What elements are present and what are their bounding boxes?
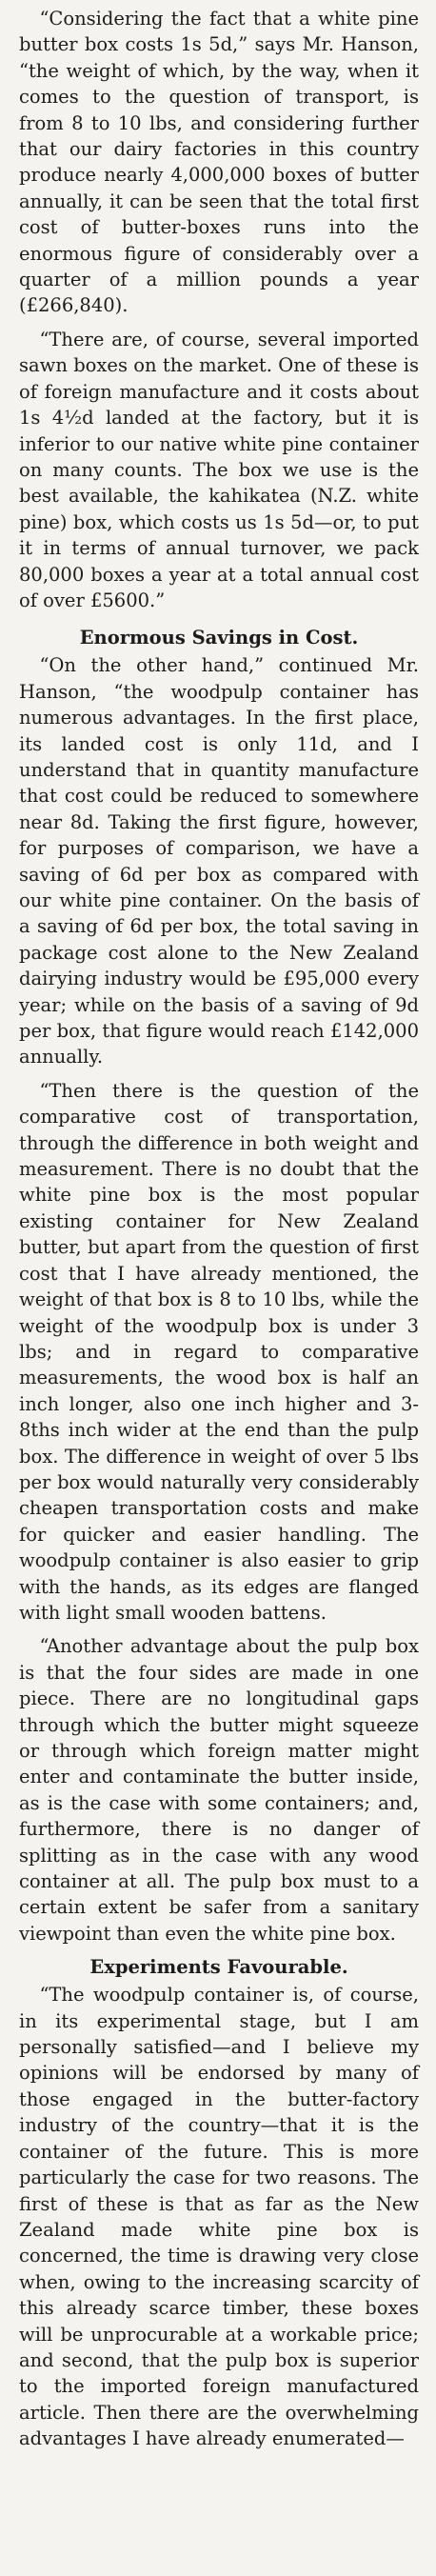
paragraph-one-piece: “Another advantage about the pulp box is that the four sides are made in one piece. There are no longitudinal gaps through which the butter might squeeze or through which foreign matter might enter and contaminate the butter inside, as is the case with some containers; and, furthermore, there is no danger of splitting as in the case with any wood container at all. The pulp box must to a certain extent be safer from a sanitary viewpoint than even the white pine box. — [19, 1635, 419, 1945]
paragraph-woodpulp-advantages: “On the other hand,” continued Mr. Hanson, “the woodpulp container has numerous advantages. In the first place, its landed cost is only 11d, and I understand that in quantity manufacture that cost could be reduced to somewhere near 8d. Taking the first figure, however, for purposes of comparison, we have a saving of 6d per box as compared with our white pine container. On the basis of a saving of 6d per box, the total saving in package cost alone to the New Zealand dairying industry would be £95,000 every year; while on the basis of a saving of 9d per box, that figure would reach £142,000 annually. — [19, 654, 419, 1068]
article-column — [19, 6, 419, 2460]
paragraph-imported-boxes: “There are, of course, several imported sawn boxes on the market. One of these is of foreign manufacture and it costs about 1s 4½d landed at the factory, but it is inferior to our native white pine container on many counts. The box we use is the best available, the kahikatea (N.Z. white pine) box, which costs us 1s 5d—or, to put it in terms of annual turnover, we pack 80,000 boxes a year at a total annual cost of over £5600.” — [19, 328, 419, 611]
paragraph-box-cost: “Considering the fact that a white pine butter box costs 1s 5d,” says Mr. Hanson, “the weight of which, by the way, when it comes to the question of transport, is from 8 to 10 lbs, and considering further that our dairy factories in this country produce nearly 4,000,000 boxes of butter annually, it can be seen that the total first cost of butter-boxes runs into the enormous figure of considerably over a quarter of a million pounds a year (£266,840). — [19, 8, 419, 317]
paragraph-transportation: “Then there is the question of the comparative cost of transportation, through the difference in both weight and measurement. There is no doubt that the white pine box is the most popular existing container for New Zealand butter, but apart from the question of first cost that I have already mentioned, the weight of that box is 8 to 10 lbs, while the weight of the woodpulp box is under 3 lbs; and in regard to comparative measurements, the wood box is half an inch longer, also one inch higher and 3-8ths inch wider at the end than the pulp box. The difference in weight of over 5 lbs per box would naturally very considerably cheapen transportation costs and make for quicker and easier handling. The woodpulp container is also easier to grip with the hands, as its edges are flanged with light small wooden battens. — [19, 1079, 419, 1624]
paragraph-container-of-future: “The woodpulp container is, of course, in its experimental stage, but I am personally satisfied—and I believe my opinions will be endorsed by many of those engaged in the butter-factory industry of the country—that it is the container of the future. This is more particularly the case for two reasons. The first of these is that as far as the New Zealand made white pine box is concerned, the time is drawing very close when, owing to the increasing scarcity of this already scarce timber, these boxes will be unprocurable at a workable price; and second, that the pulp box is superior to the imported foreign manufactured article. Then there are the overwhelming advantages I have already enumerated— — [19, 1984, 419, 2450]
heading-enormous-savings: Enormous Savings in Cost. — [79, 627, 359, 649]
heading-experiments-favourable: Experiments Favourable. — [89, 1956, 348, 1979]
